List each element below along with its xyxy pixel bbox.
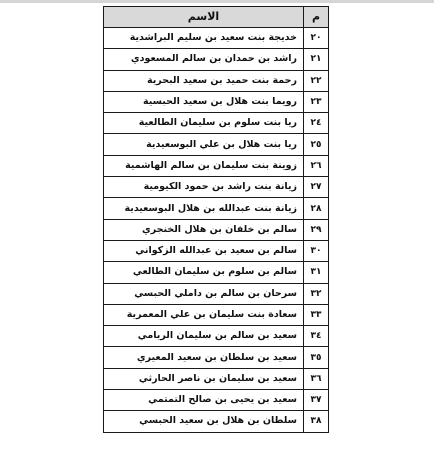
row-number: ٣٠ [304,240,329,261]
row-number: ٢٩ [304,219,329,240]
table-row [104,283,329,304]
table-row [104,326,329,347]
row-number: ٣٨ [304,411,329,432]
row-name: سالم بن سعيد بن عبدالله الزكواني [104,240,304,261]
row-name: سلطان بن هلال بن سعيد الحبسي [104,411,304,432]
table-row [104,219,329,240]
row-number: ٢٨ [304,198,329,219]
row-name: رحمة بنت حميد بن سعيد البحرية [104,70,304,91]
table-row [104,177,329,198]
row-number: ٢٦ [304,155,329,176]
table-row [104,262,329,283]
table-row [104,198,329,219]
header-number: م [304,7,329,28]
table-row [104,240,329,261]
table-row [104,368,329,389]
header-name: الاسم [104,7,304,28]
table-row [104,28,329,49]
row-number: ٢٠ [304,28,329,49]
row-name: زوينة بنت سليمان بن سالم الهاشمية [104,155,304,176]
row-number: ٢٣ [304,91,329,112]
table-header-row [104,7,329,28]
row-number: ٣١ [304,262,329,283]
table-row [104,411,329,432]
row-number: ٣٥ [304,347,329,368]
row-name: سعيد بن سليمان بن ناصر الحارثي [104,368,304,389]
table-row [104,304,329,325]
table-row [104,134,329,155]
row-number: ٢٥ [304,134,329,155]
row-name: ريا بنت سلوم بن سليمان الطالعية [104,113,304,134]
row-name: سالم بن خلفان بن هلال الخنجري [104,219,304,240]
row-name: راشد بن حمدان بن سالم المسعودي [104,49,304,70]
row-name: سعيد بن سلطان بن سعيد المعيري [104,347,304,368]
row-name: سعادة بنت سليمان بن علي المعمرية [104,304,304,325]
row-number: ٣٣ [304,304,329,325]
row-number: ٢٢ [304,70,329,91]
row-name: سرحان بن سالم بن داملي الحبسي [104,283,304,304]
table-row [104,347,329,368]
row-number: ٢٤ [304,113,329,134]
row-number: ٢١ [304,49,329,70]
row-name: خديجة بنت سعيد بن سليم البراشدية [104,28,304,49]
row-number: ٣٧ [304,390,329,411]
row-name: سعيد بن يحيى بن صالح التمتمي [104,390,304,411]
row-name: ريا بنت هلال بن علي البوسعيدية [104,134,304,155]
table-row [104,49,329,70]
table-row [104,390,329,411]
row-name: زيانة بنت راشد بن حمود الكيومية [104,177,304,198]
row-name: رويما بنت هلال بن سعيد الحبسية [104,91,304,112]
row-number: ٢٧ [304,177,329,198]
names-table [103,6,329,433]
row-number: ٣٢ [304,283,329,304]
row-name: زيانة بنت عبدالله بن هلال البوسعيدية [104,198,304,219]
row-number: ٣٦ [304,368,329,389]
table-row [104,91,329,112]
table-row [104,155,329,176]
table-row [104,113,329,134]
row-number: ٣٤ [304,326,329,347]
table-row [104,70,329,91]
row-name: سالم بن سلوم بن سليمان الطالعي [104,262,304,283]
row-name: سعيد بن سالم بن سليمان الريامي [104,326,304,347]
page-top-edge [0,0,434,3]
